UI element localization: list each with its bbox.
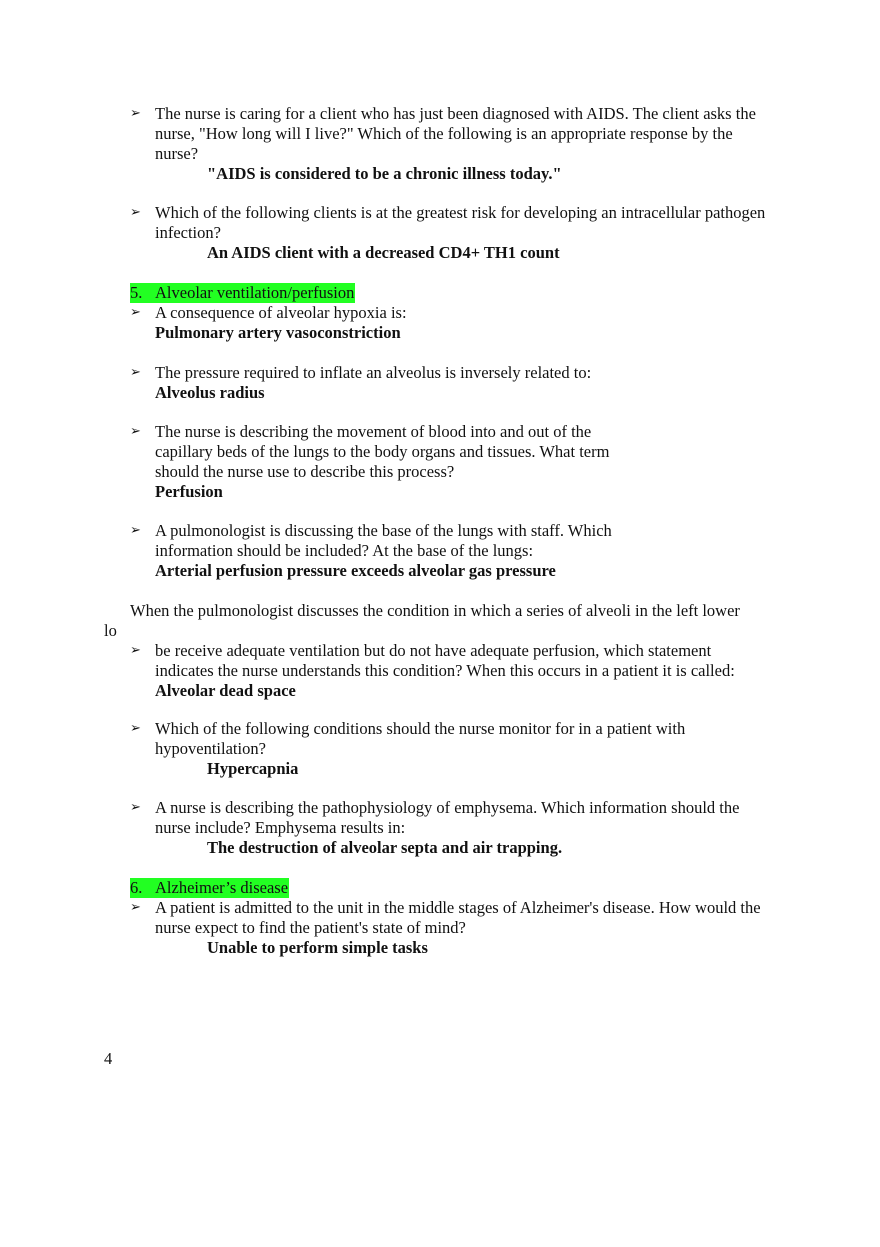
list-item: [130, 422, 630, 502]
question-text: The nurse is caring for a client who has just been diagnosed with AIDS. The client asks the nurse, "How long will I live?" Which of the following is an appropriate response by the nurse?: [155, 104, 756, 163]
question-text: The pressure required to inflate an alveolus is inversely related to:: [155, 363, 592, 382]
question-text: Which of the following conditions should the nurse monitor for in a patient with hypoventilation?: [155, 719, 686, 758]
question-text: The nurse is describing the movement of blood into and out of the capillary beds of the lungs to the body organs and tissues. What term should the nurse use to describe this process?: [155, 422, 610, 481]
answer-text: Unable to perform simple tasks: [207, 938, 428, 957]
section-title: Alveolar ventilation/perfusion: [155, 283, 355, 302]
question-text: A patient is admitted to the unit in the middle stages of Alzheimer's disease. How would the nurse expect to find the patient's state of mind?: [155, 898, 761, 937]
arrow-bullet-icon: ➢: [130, 643, 141, 658]
list-item: [130, 303, 770, 343]
question-text: be receive adequate ventilation but do not have adequate perfusion, which statement indicates the nurse understands this condition? When this occurs in a patient it is called:: [155, 641, 735, 680]
arrow-bullet-icon: ➢: [130, 305, 141, 320]
list-item: [130, 104, 770, 184]
answer-text: Hypercapnia: [207, 759, 299, 778]
question-text: Which of the following clients is at the greatest risk for developing an intracellular pathogen infection?: [155, 203, 766, 242]
paragraph-fragment: lo: [104, 621, 117, 640]
list-item: [130, 719, 750, 779]
answer-text: Pulmonary artery vasoconstriction: [155, 323, 401, 342]
answer-text: Perfusion: [155, 482, 223, 501]
paragraph-text: When the pulmonologist discusses the condition in which a series of alveoli in the left lower: [130, 601, 740, 620]
section-number: 5.: [130, 283, 143, 302]
list-item: [130, 798, 770, 858]
answer-text: An AIDS client with a decreased CD4+ TH1 count: [207, 243, 560, 262]
arrow-bullet-icon: ➢: [130, 900, 141, 915]
arrow-bullet-icon: ➢: [130, 205, 141, 220]
arrow-bullet-icon: ➢: [130, 365, 141, 380]
question-text: A pulmonologist is discussing the base of the lungs with staff. Which information should be included? At the base of the lungs:: [155, 521, 612, 560]
arrow-bullet-icon: ➢: [130, 721, 141, 736]
answer-text: Alveolar dead space: [155, 681, 296, 700]
list-item: [130, 521, 650, 581]
answer-text: "AIDS is considered to be a chronic illness today.": [207, 164, 562, 183]
answer-text: Alveolus radius: [155, 383, 265, 402]
list-item: [130, 641, 770, 701]
answer-text: Arterial perfusion pressure exceeds alveolar gas pressure: [155, 561, 556, 580]
list-item: [130, 898, 770, 958]
page-number: 4: [104, 1049, 113, 1068]
arrow-bullet-icon: ➢: [130, 424, 141, 439]
question-text: A nurse is describing the pathophysiology of emphysema. Which information should the nurse include? Emphysema results in:: [155, 798, 740, 837]
section-heading: [130, 283, 355, 303]
arrow-bullet-icon: ➢: [130, 106, 141, 121]
section-heading: [130, 878, 289, 898]
question-text: A consequence of alveolar hypoxia is:: [155, 303, 407, 322]
section-number: 6.: [130, 878, 143, 897]
list-item: [130, 203, 770, 263]
answer-text: The destruction of alveolar septa and air trapping.: [207, 838, 563, 857]
arrow-bullet-icon: ➢: [130, 523, 141, 538]
list-item: [130, 363, 770, 403]
arrow-bullet-icon: ➢: [130, 800, 141, 815]
section-title: Alzheimer’s disease: [155, 878, 289, 897]
